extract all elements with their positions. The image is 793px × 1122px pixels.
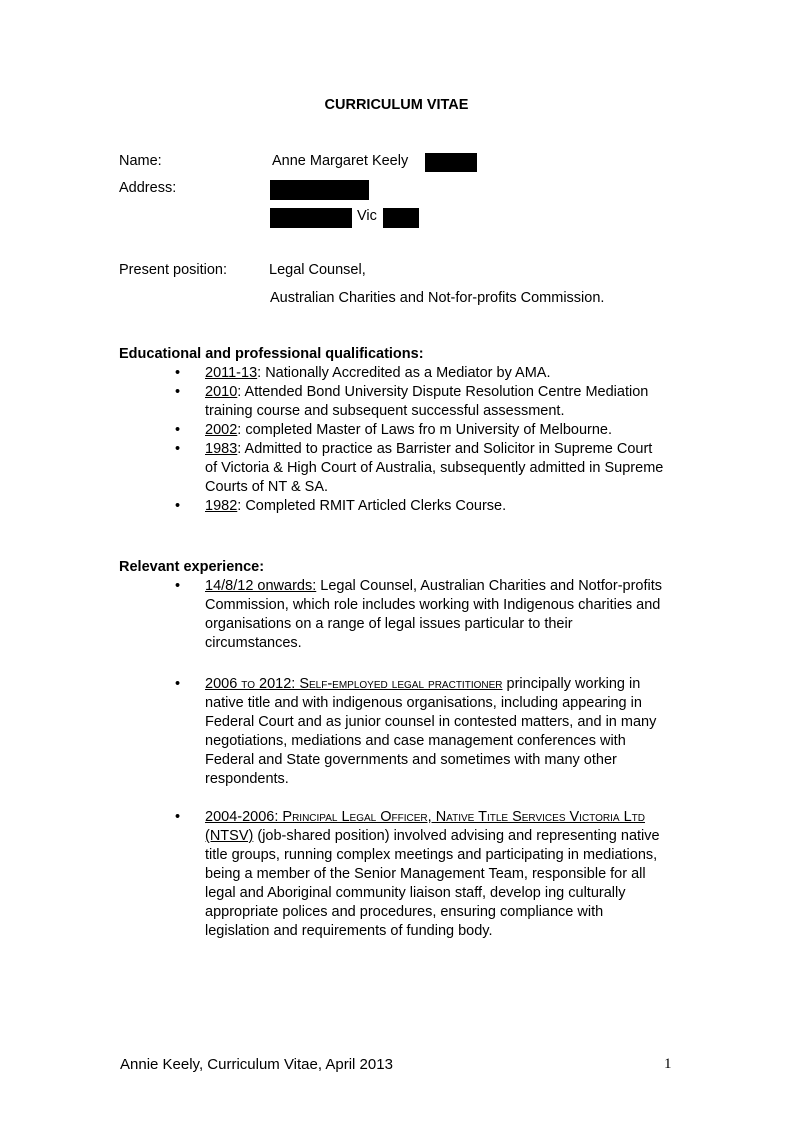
position-line2: Australian Charities and Not-for-profits Commission.	[270, 290, 605, 306]
qualification-text: : Completed RMIT Articled Clerks Course.	[237, 498, 507, 514]
list-item	[0, 675, 665, 789]
experience-role: 2004-2006: Principal Legal Officer, Native Title Services Victoria Ltd (NTSV)	[205, 809, 645, 844]
list-item	[0, 383, 665, 421]
qualification-text: : Attended Bond University Dispute Resolution Centre Mediation training course and subsequent successful assessment.	[205, 384, 649, 419]
redaction-block	[270, 208, 352, 228]
bullet-glyph: •	[175, 422, 181, 438]
list-item	[0, 577, 665, 653]
page-number: 1	[664, 1056, 672, 1072]
experience-text: (job-shared position) involved advising and representing native title groups, running complex meetings and participating in mediations, being a member of the Senior Management Team, responsible for all legal and Aboriginal community liaison staff, develop ing culturally appropriate polices and procedures, ensuring compliance with legislation and requirements of funding body.	[205, 828, 660, 939]
experience-list	[0, 808, 793, 941]
education-list	[0, 364, 793, 516]
bullet-glyph: •	[175, 498, 181, 514]
redaction-block	[425, 153, 477, 172]
experience-role: 2006 to 2012: Self-employed legal practitioner	[205, 676, 503, 692]
list-item	[0, 808, 665, 941]
redaction-block	[270, 180, 369, 200]
qualification-date: 2011-13	[205, 365, 258, 381]
position-line1: Legal Counsel,	[269, 262, 366, 278]
position-label: Present position:	[119, 262, 228, 278]
document-title: CURRICULUM VITAE	[324, 97, 469, 113]
qualification-text: : Admitted to practice as Barrister and Solicitor in Supreme Court of Victoria & High Court of Australia, subsequently admitted in Supreme Courts of NT & SA.	[205, 441, 664, 495]
list-item	[0, 440, 665, 497]
list-item	[0, 364, 665, 383]
experience-role: 14/8/12 onwards:	[205, 578, 317, 594]
experience-list	[0, 577, 793, 653]
experience-text: Legal Counsel, Australian Charities and Notfor-profits Commission, which role includes working with Indigenous charities and organisations on a range of legal issues particular to their circumstances.	[205, 578, 663, 651]
experience-text: principally working in native title and with indigenous organisations, including appearing in Federal Court and as junior counsel in contested matters, and in many negotiations, mediations and case management conferences with Federal and State governments and sometimes with many other respondents.	[205, 676, 657, 787]
bullet-glyph: •	[175, 809, 181, 825]
experience-heading: Relevant experience:	[119, 559, 265, 575]
list-item	[0, 497, 665, 516]
bullet-glyph: •	[175, 365, 181, 381]
address-state: Vic	[357, 208, 377, 224]
experience-list	[0, 675, 793, 789]
qualification-text: : completed Master of Laws fro m University of Melbourne.	[237, 422, 612, 438]
qualification-text: : Nationally Accredited as a Mediator by AMA.	[257, 365, 551, 381]
bullet-glyph: •	[175, 578, 181, 594]
list-item	[0, 421, 665, 440]
bullet-glyph: •	[175, 384, 181, 400]
qualification-date: 1982	[205, 498, 238, 514]
qualification-date: 1983	[205, 441, 238, 457]
qualification-date: 2002	[205, 422, 238, 438]
redaction-block	[383, 208, 419, 228]
name-label: Name:	[119, 153, 162, 169]
name-value: Anne Margaret Keely	[272, 153, 409, 169]
address-label: Address:	[119, 180, 177, 196]
qualification-date: 2010	[205, 384, 238, 400]
page-footer: Annie Keely, Curriculum Vitae, April 2013	[120, 1056, 393, 1073]
education-heading: Educational and professional qualifications:	[119, 346, 424, 362]
bullet-glyph: •	[175, 441, 181, 457]
bullet-glyph: •	[175, 676, 181, 692]
